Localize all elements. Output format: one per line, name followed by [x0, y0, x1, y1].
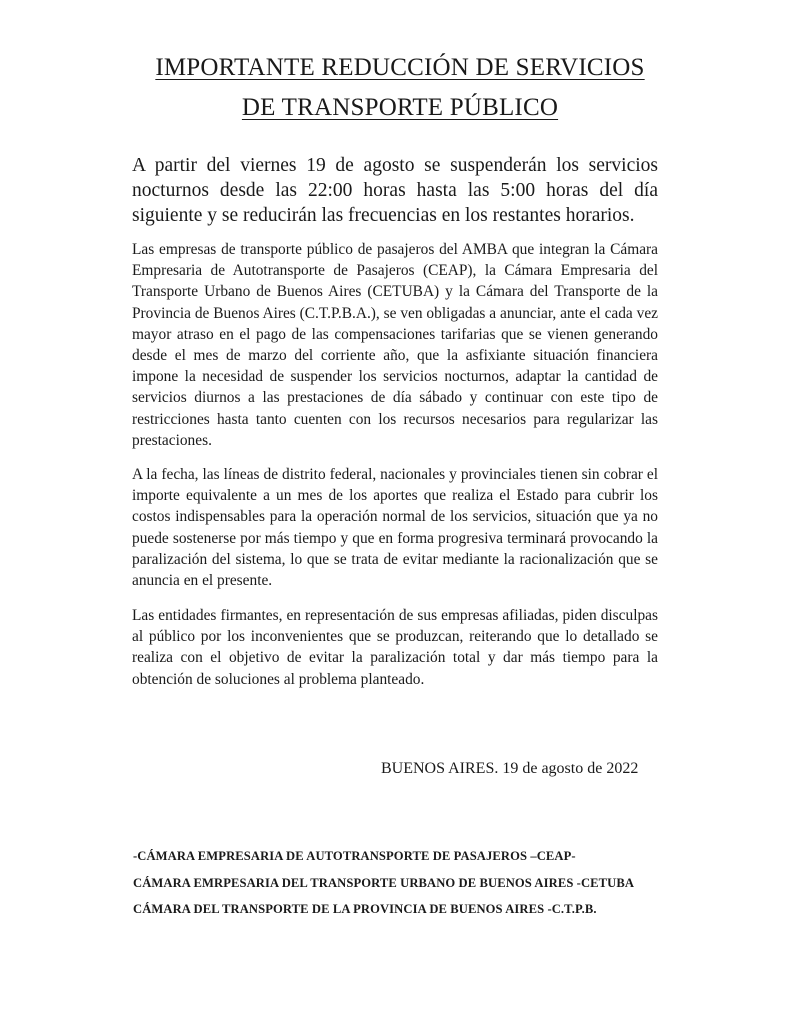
signatory-cetuba: CÁMARA EMRPESARIA DEL TRANSPORTE URBANO DE BUENOS AIRES -CETUBA — [133, 876, 635, 890]
signatory-ceap: -CÁMARA EMPRESARIA DE AUTOTRANSPORTE DE PASAJEROS –CEAP- — [133, 849, 576, 863]
signatory-ctpb: CÁMARA DEL TRANSPORTE DE LA PROVINCIA DE BUENOS AIRES -C.T.P.B. — [133, 902, 597, 916]
title-line-2: DE TRANSPORTE PÚBLICO — [241, 94, 559, 121]
body-paragraph-1: Las empresas de transporte público de pasajeros del AMBA que integran la Cámara Empresaria de Autotransporte de Pasajeros (CEAP), la Cámara Empresaria del Transporte Urbano de Buenos Aires (CETUBA) y la Cámara del Transporte de la Provincia de Buenos Aires (C.T.P.B.A.), se ven obligadas a anunciar, ante el cada vez mayor atraso en el pago de las compensaciones tarifarias que se vienen generando desde el mes de marzo del corriente año, que la asfixiante situación financiera impone la necesidad de suspender los servicios nocturnos, adaptar la cantidad de servicios diurnos a las prestaciones de día sábado y continuar con este tipo de restricciones hasta tanto cuenten con los recursos necesarios para regularizar las prestaciones. — [132, 241, 658, 449]
place-date: BUENOS AIRES. 19 de agosto de 2022 — [381, 760, 639, 777]
lead-paragraph: A partir del viernes 19 de agosto se suspenderán los servicios nocturnos desde las 22:00 horas hasta las 5:00 horas del día siguiente y se reducirán las frecuencias en los restantes horarios. — [132, 155, 658, 226]
body-paragraph-2: A la fecha, las líneas de distrito federal, nacionales y provinciales tienen sin cobrar el importe equivalente a un mes de los aportes que realiza el Estado para cubrir los costos indispensables para la operación normal de los servicios, situación que ya no puede sostenerse por más tiempo y que en forma progresiva terminará provocando la paralización del sistema, lo que se trata de evitar mediante la racionalización que se anuncia en el presente. — [132, 466, 658, 590]
title-line-1: IMPORTANTE REDUCCIÓN DE SERVICIOS — [155, 54, 645, 81]
body-paragraph-3: Las entidades firmantes, en representación de sus empresas afiliadas, piden disculpas al público por los inconvenientes que se produzcan, reiterando que lo detallado se realiza con el objetivo de evitar la paralización total y dar más tiempo para la obtención de soluciones al problema planteado. — [132, 607, 658, 688]
